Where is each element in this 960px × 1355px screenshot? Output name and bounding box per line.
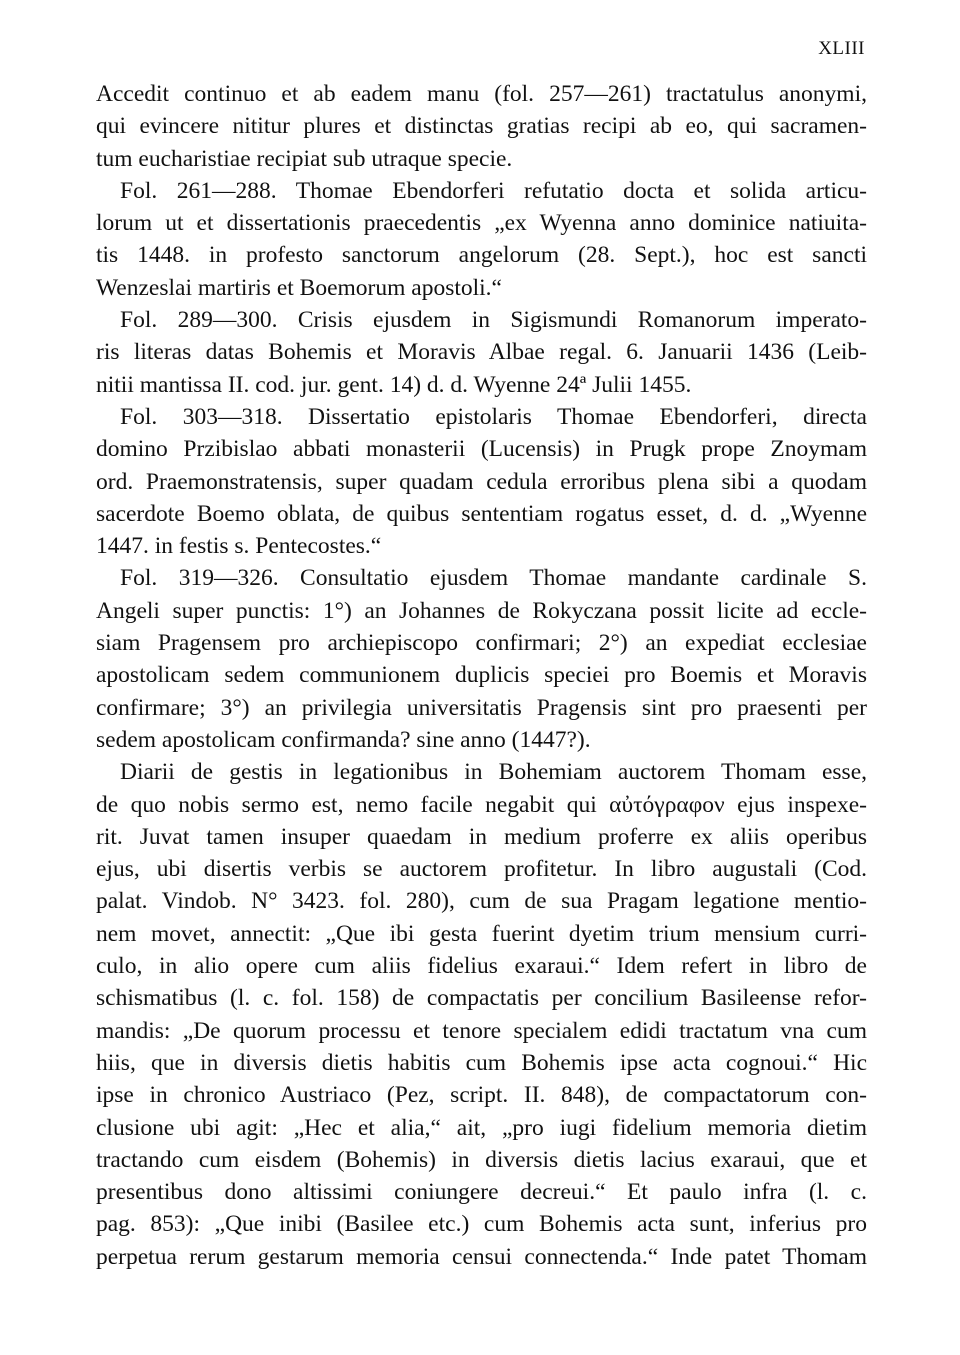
text-line: lorum ut et dissertationis praecedentis „ex Wyenna anno dominice natiuita- [96, 210, 867, 237]
text-line: de quo nobis sermo est, nemo facile negabit qui αὐτόγραφον ejus inspexe- [96, 791, 867, 818]
text-line: sedem apostolicam confirmanda? sine anno (1447?). [96, 726, 591, 753]
text-line: ord. Praemonstratensis, super quadam cedula erroribus plena sibi a quodam [96, 468, 867, 495]
text-line: Fol. 261—288. Thomae Ebendorferi refutatio docta et solida articu- [120, 177, 867, 204]
text-line: hiis, que in diversis dietis habitis cum Bohemis ipse acta cognoui.“ Hic [96, 1049, 867, 1076]
text-line: culo, in alio opere cum aliis fidelius exaraui.“ Idem refert in libro de [96, 953, 867, 980]
text-line: presentibus dono altissimi coniungere decreui.“ Et paulo infra (l. c. [96, 1179, 867, 1206]
text-line: sacerdote Boemo oblata, de quibus sententiam rogatus esset, d. d. „Wyenne [96, 500, 867, 527]
text-line: Wenzeslai martiris et Boemorum apostoli.“ [96, 274, 502, 301]
text-line: apostolicam sedem communionem duplicis speciei pro Boemis et Moravis [96, 662, 867, 689]
text-line: ris literas datas Bohemis et Moravis Albae regal. 6. Januarii 1436 (Leib- [96, 339, 867, 366]
text-line: nitii mantissa II. cod. jur. gent. 14) d. d. Wyenne 24ª Julii 1455. [96, 371, 692, 398]
text-line: nem movet, annectit: „Que ibi gesta fuerint dyetim trium mensium curri- [96, 920, 867, 947]
text-line: perpetua rerum gestarum memoria censui connectenda.“ Inde patet Thomam [96, 1243, 867, 1270]
text-line: ipse in chronico Austriaco (Pez, script. II. 848), de compactatorum con- [96, 1082, 867, 1109]
text-line: palat. Vindob. N° 3423. fol. 280), cum de sua Pragam legatione mentio- [96, 888, 867, 915]
text-line: rit. Juvat tamen insuper quaedam in medium proferre ex aliis operibus [96, 823, 867, 850]
text-line: pag. 853): „Que inibi (Basilee etc.) cum Bohemis acta sunt, inferius pro [96, 1211, 867, 1238]
text-line: tis 1448. in profesto sanctorum angelorum (28. Sept.), hoc est sancti [96, 242, 867, 269]
text-line: Fol. 319—326. Consultatio ejusdem Thomae mandante cardinale S. [120, 565, 867, 592]
text-line: confirmare; 3°) an privilegia universitatis Pragensis sint pro praesenti per [96, 694, 867, 721]
text-line: schismatibus (l. c. fol. 158) de compactatis per concilium Basileense refor- [96, 985, 867, 1012]
text-line: tum eucharistiae recipiat sub utraque specie. [96, 145, 513, 172]
text-line: Fol. 303—318. Dissertatio epistolaris Thomae Ebendorferi, directa [120, 403, 867, 430]
text-line: Angeli super punctis: 1°) an Johannes de Rokyczana possit licite ad eccle- [96, 597, 867, 624]
text-line: tractando cum eisdem (Bohemis) in diversis dietis lacius exaraui, que et [96, 1146, 867, 1173]
text-line: qui evincere nititur plures et distinctas gratias recipi ab eo, qui sacramen- [96, 113, 867, 140]
text-line: Fol. 289—300. Crisis ejusdem in Sigismundi Romanorum imperato- [120, 307, 867, 334]
text-line: ejus, ubi disertis verbis se auctorem profitetur. In libro augustali (Cod. [96, 856, 867, 883]
text-line: clusione ubi agit: „Hec et alia,“ ait, „pro iugi fidelium memoria dietim [96, 1114, 867, 1141]
text-line: domino Przibislao abbati monasterii (Lucensis) in Prugk prope Znoymam [96, 436, 867, 463]
text-line: Diarii de gestis in legationibus in Bohemiam auctorem Thomam esse, [120, 759, 867, 786]
text-line: 1447. in festis s. Pentecostes.“ [96, 533, 382, 560]
page-number: XLIII [818, 38, 865, 59]
text-line: Accedit continuo et ab eadem manu (fol. 257—261) tractatulus anonymi, [96, 81, 867, 107]
text-line: mandis: „De quorum processu et tenore specialem edidi tractatum vna cum [96, 1017, 867, 1044]
body-text [96, 78, 867, 1273]
text-line: siam Pragensem pro archiepiscopo confirmari; 2°) an expediat ecclesiae [96, 630, 867, 657]
